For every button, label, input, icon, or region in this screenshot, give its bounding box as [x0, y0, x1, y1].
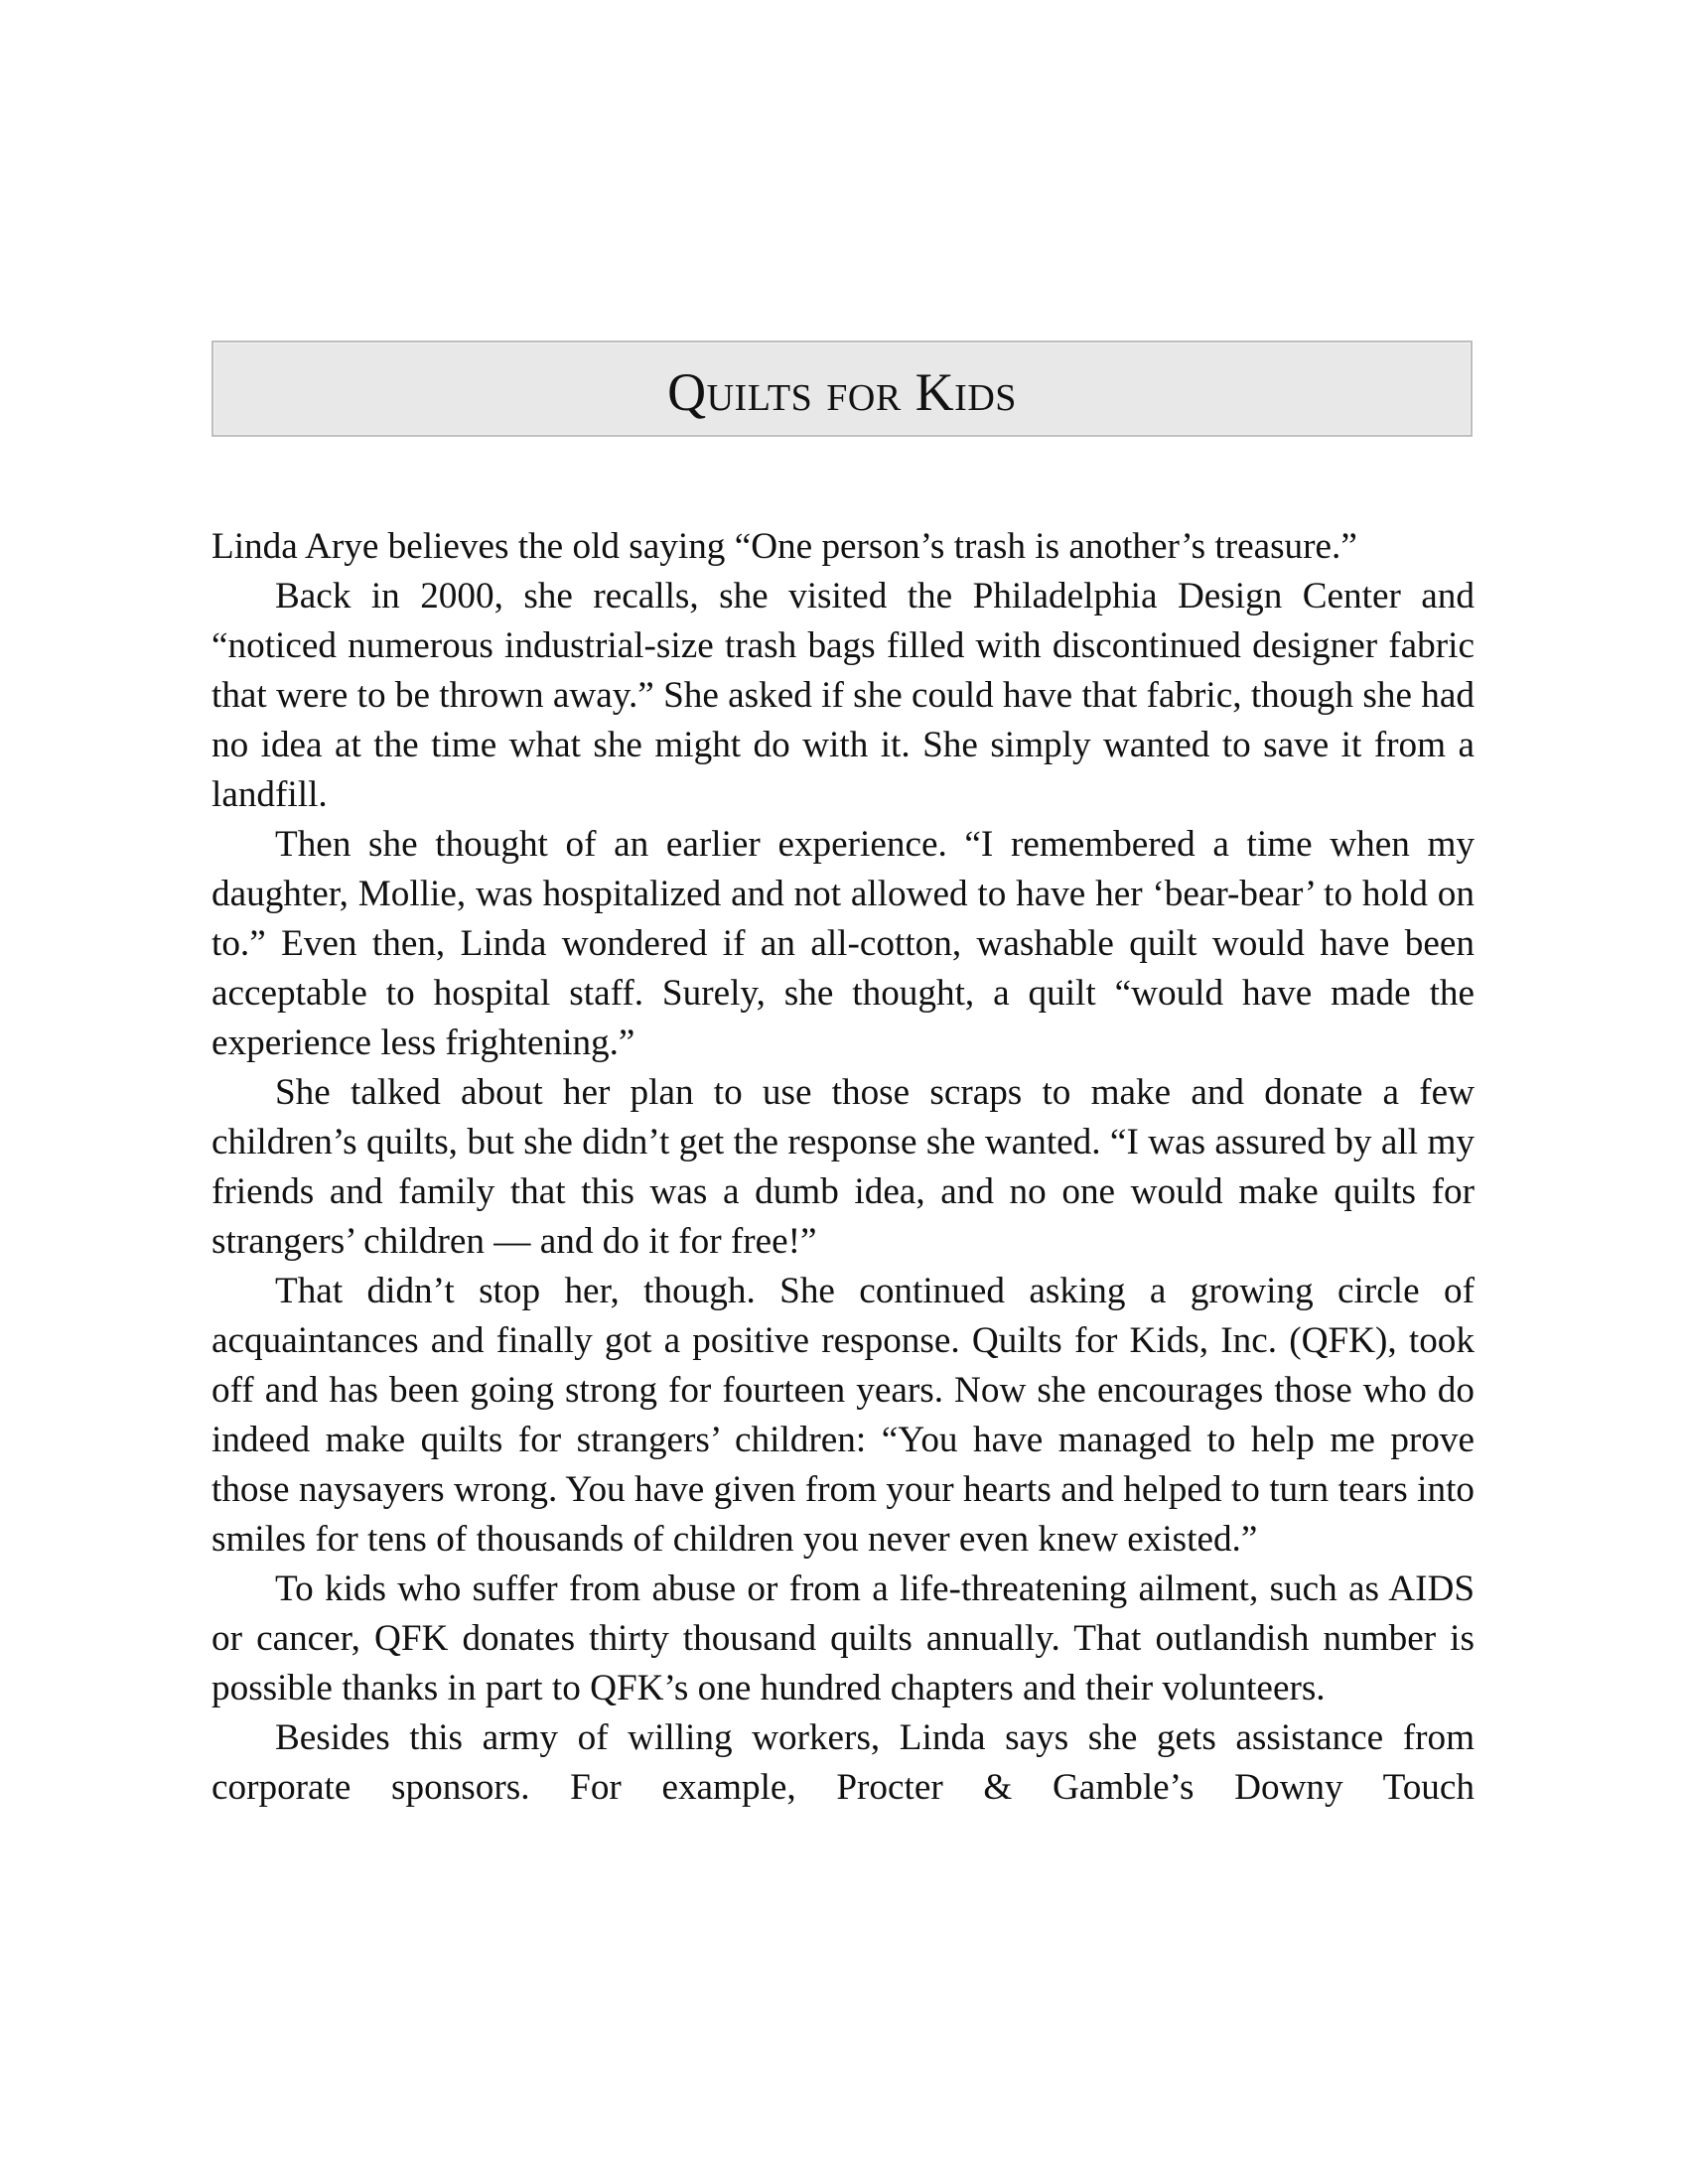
chapter-title: Quilts for Kids — [667, 361, 1017, 422]
paragraph-6: To kids who suffer from abuse or from a life-threatening ailment, such as AIDS or cancer, QFK donates thirty thousand quilts annually. That outlandish number is possible thanks in part to QFK’s one hundred chapters and their volunteers. — [211, 1569, 1475, 1708]
chapter-title-box — [211, 341, 1473, 437]
paragraph-7: Besides this army of willing workers, Linda says she gets assistance from corporate sponsors. For example, Procter & Gamble’s Downy Touch — [211, 1717, 1475, 1808]
paragraph-4: She talked about her plan to use those scraps to make and donate a few children’s quilts, but she didn’t get the response she wanted. “I was assured by all my friends and family that this was a dumb idea, and no one would make quilts for strangers’ children — and do it for free!” — [211, 1072, 1475, 1262]
paragraph-5: That didn’t stop her, though. She continued asking a growing circle of acquaintances and finally got a positive response. Quilts for Kids, Inc. (QFK), took off and has been going strong for fourteen years. Now she encourages those who do indeed make quilts for strangers’ children: “You have managed to help me prove those naysayers wrong. You have given from your hearts and helped to turn tears into smiles for tens of thousands of children you never even knew existed.” — [211, 1271, 1475, 1560]
paragraph-3: Then she thought of an earlier experience. “I remembered a time when my daughter, Mollie, was hospitalized and not allowed to have her ‘bear-bear’ to hold on to.” Even then, Linda wondered if an all-cotton, washable quilt would have been acceptable to hospital staff. Surely, she thought, a quilt “would have made the experience less frightening.” — [211, 824, 1475, 1063]
chapter-body — [211, 522, 1475, 1813]
paragraph-2: Back in 2000, she recalls, she visited the Philadelphia Design Center and “noticed numerous industrial-size trash bags filled with discontinued designer fabric that were to be thrown away.” She asked if she could have that fabric, though she had no idea at the time what she might do with it. She simply wanted to save it from a landfill. — [211, 576, 1475, 815]
paragraph-1: Linda Arye believes the old saying “One person’s trash is another’s treasure.” — [211, 526, 1357, 567]
